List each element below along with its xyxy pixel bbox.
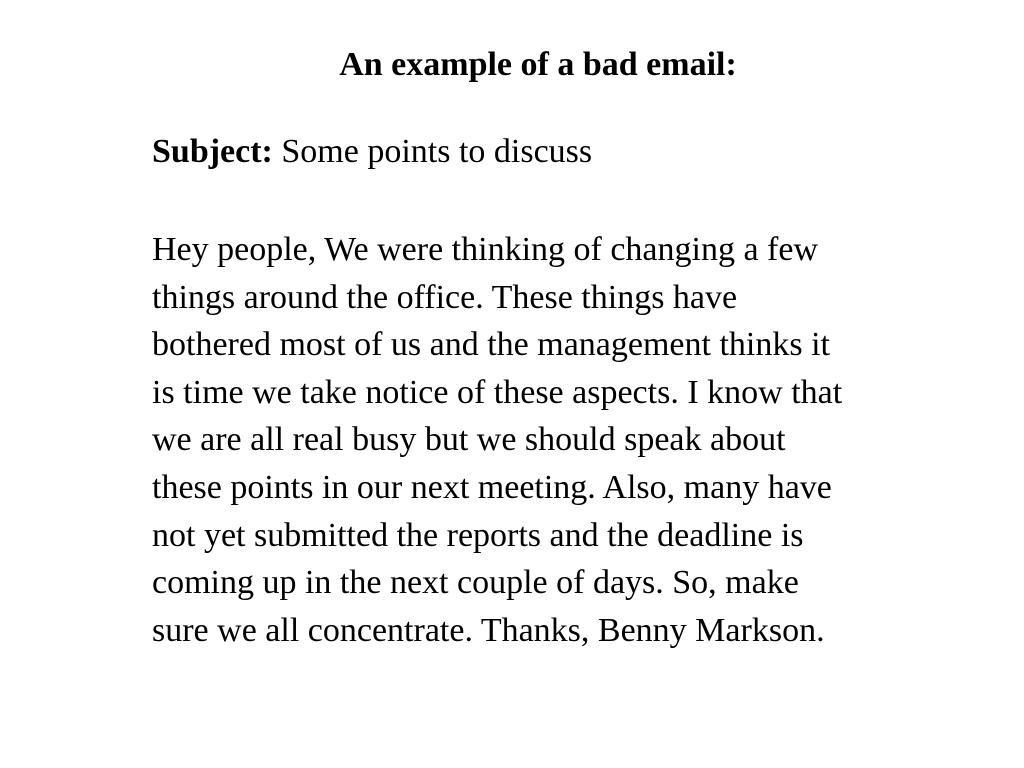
slide-title: An example of a bad email:	[339, 46, 737, 83]
email-body-line: is time we take notice of these aspects. I know that	[152, 373, 843, 411]
email-body-line: sure we all concentrate. Thanks, Benny Markson.	[152, 611, 825, 649]
subject-label: Subject:	[152, 133, 273, 170]
subject-line	[152, 131, 592, 173]
email-body-line: these points in our next meeting. Also, many have	[152, 468, 832, 506]
email-body-line: not yet submitted the reports and the deadline is	[152, 516, 804, 554]
subject-value: Some points to discuss	[281, 133, 593, 170]
email-body	[152, 226, 982, 654]
email-body-line: Hey people, We were thinking of changing a few	[152, 231, 819, 268]
email-body-line: we are all real busy but we should speak about	[152, 421, 786, 459]
email-body-line: things around the office. These things have	[152, 278, 738, 316]
email-body-line: bothered most of us and the management thinks it	[152, 326, 830, 364]
email-body-line: coming up in the next couple of days. So, make	[152, 564, 799, 602]
